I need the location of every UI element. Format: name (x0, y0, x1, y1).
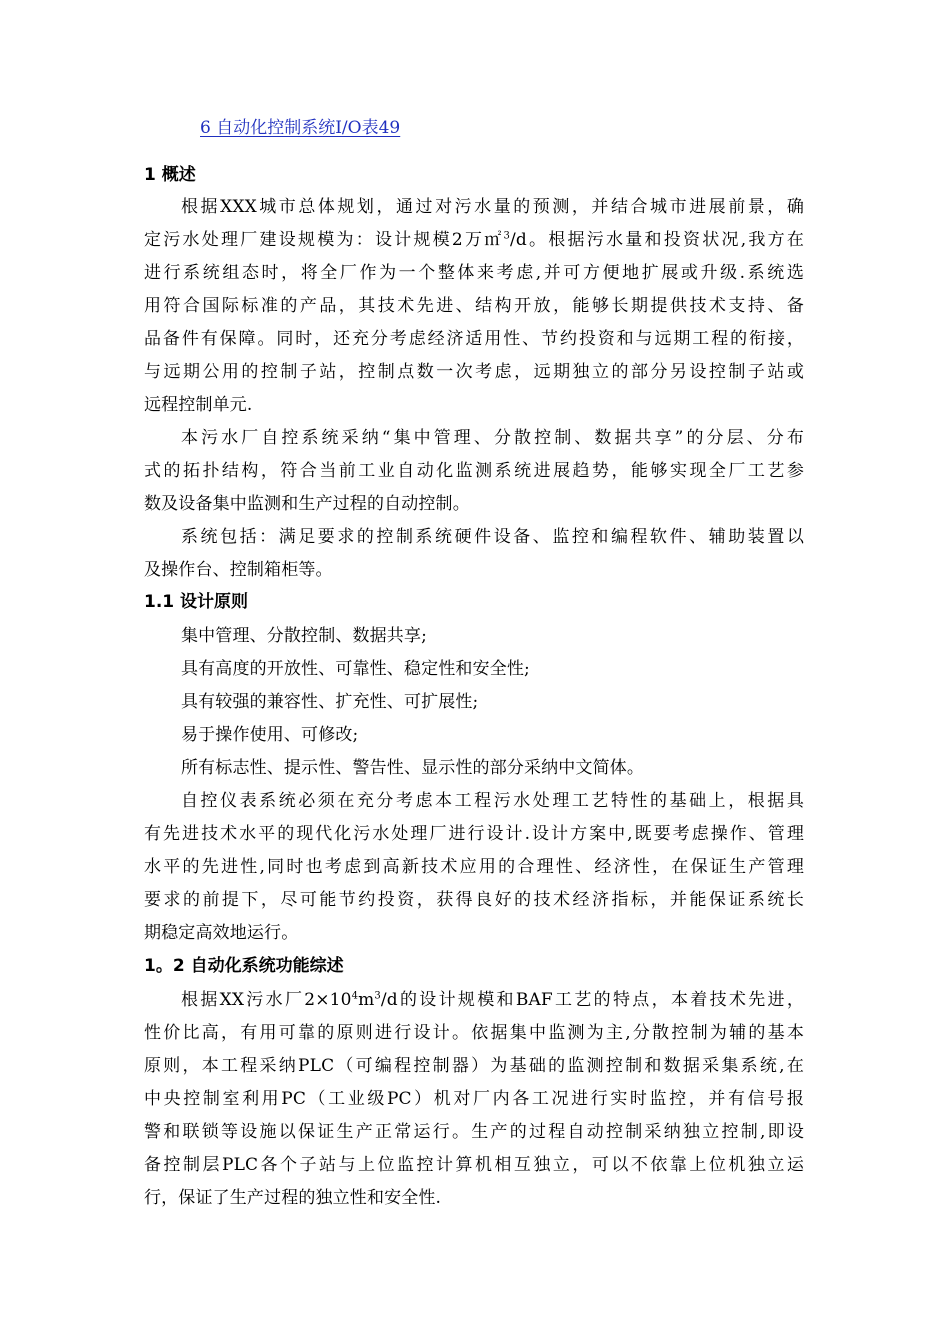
heading-overview: 1 概述 (144, 165, 196, 185)
list-item: 所有标志性、提示性、警告性、显示性的部分采纳中文简体。 (181, 758, 645, 778)
toc-link[interactable]: 6 自动化控制系统I/O表49 (200, 118, 401, 138)
text-line: 及操作台、控制箱柜等。 (144, 560, 333, 580)
text-line: 中央控制室利用PC（工业级PC）机对厂内各工况进行实时监控，并有信号报 (144, 1089, 804, 1109)
list-item: 易于操作使用、可修改; (181, 725, 359, 745)
text-line: 数及设备集中监测和生产过程的自动控制。 (144, 494, 470, 514)
list-item: 具有较强的兼容性、扩充性、可扩展性; (181, 692, 479, 712)
list-item: 具有高度的开放性、可靠性、稳定性和安全性; (181, 659, 530, 679)
text-line: 期稳定高效地运行。 (144, 923, 299, 943)
text-line: 根据XX污水厂$2\times 10^4m^3/d$的设计规模和BAF工艺的特点，本着技术先进， (181, 990, 805, 1010)
text-line: 有先进技术水平的现代化污水处理厂进行设计.设计方案中,既要考虑操作、管理 (144, 824, 804, 844)
text-line: 进行系统组态时，将全厂作为一个整体来考虑,并可方便地扩展或升级.系统选 (144, 263, 804, 283)
text-line: 原则，本工程采纳PLC（可编程控制器）为基础的监测控制和数据采集系统,在 (144, 1056, 804, 1076)
text-line: 行，保证了生产过程的独立性和安全性. (144, 1188, 442, 1208)
text-line: 要求的前提下，尽可能节约投资，获得良好的技术经济指标，并能保证系统长 (144, 890, 804, 910)
text-line: 水平的先进性,同时也考虑到高新技术应用的合理性、经济性，在保证生产管理 (144, 857, 804, 877)
text-line: 定污水处理厂建设规模为：设计规模2万㎡$^3$/d。根据污水量和投资状况,我方在 (144, 230, 804, 250)
text-line: 用符合国际标准的产品，其技术先进、结构开放，能够长期提供技术支持、备 (144, 296, 804, 316)
text-line: 与远期公用的控制子站，控制点数一次考虑，远期独立的部分另设控制子站或 (144, 362, 804, 382)
text-line: 性价比高，有用可靠的原则进行设计。依据集中监测为主,分散控制为辅的基本 (144, 1023, 804, 1043)
text-line: 警和联锁等设施以保证生产正常运行。生产的过程自动控制采纳独立控制,即设 (144, 1122, 804, 1142)
text-line: 自控仪表系统必须在充分考虑本工程污水处理工艺特性的基础上，根据具 (181, 791, 804, 811)
heading-design-principles: 1.1 设计原则 (144, 592, 249, 612)
heading-function-overview: 1。2 自动化系统功能综述 (144, 956, 344, 976)
text-line: 备控制层PLC各个子站与上位监控计算机相互独立，可以不依靠上位机独立运 (144, 1155, 804, 1175)
list-item: 集中管理、分散控制、数据共享; (181, 626, 427, 646)
text-line: 本污水厂自控系统采纳“集中管理、分散控制、数据共享”的分层、分布 (181, 428, 804, 448)
text-line: 根据XXX城市总体规划，通过对污水量的预测，并结合城市进展前景，确 (181, 197, 804, 217)
text-line: 远程控制单元. (144, 395, 253, 415)
text-line: 品备件有保障。同时，还充分考虑经济适用性、节约投资和与远期工程的衔接， (144, 329, 804, 349)
text-line: 系统包括：满足要求的控制系统硬件设备、监控和编程软件、辅助装置以 (181, 527, 804, 547)
text-line: 式的拓扑结构，符合当前工业自动化监测系统进展趋势，能够实现全厂工艺参 (144, 461, 804, 481)
